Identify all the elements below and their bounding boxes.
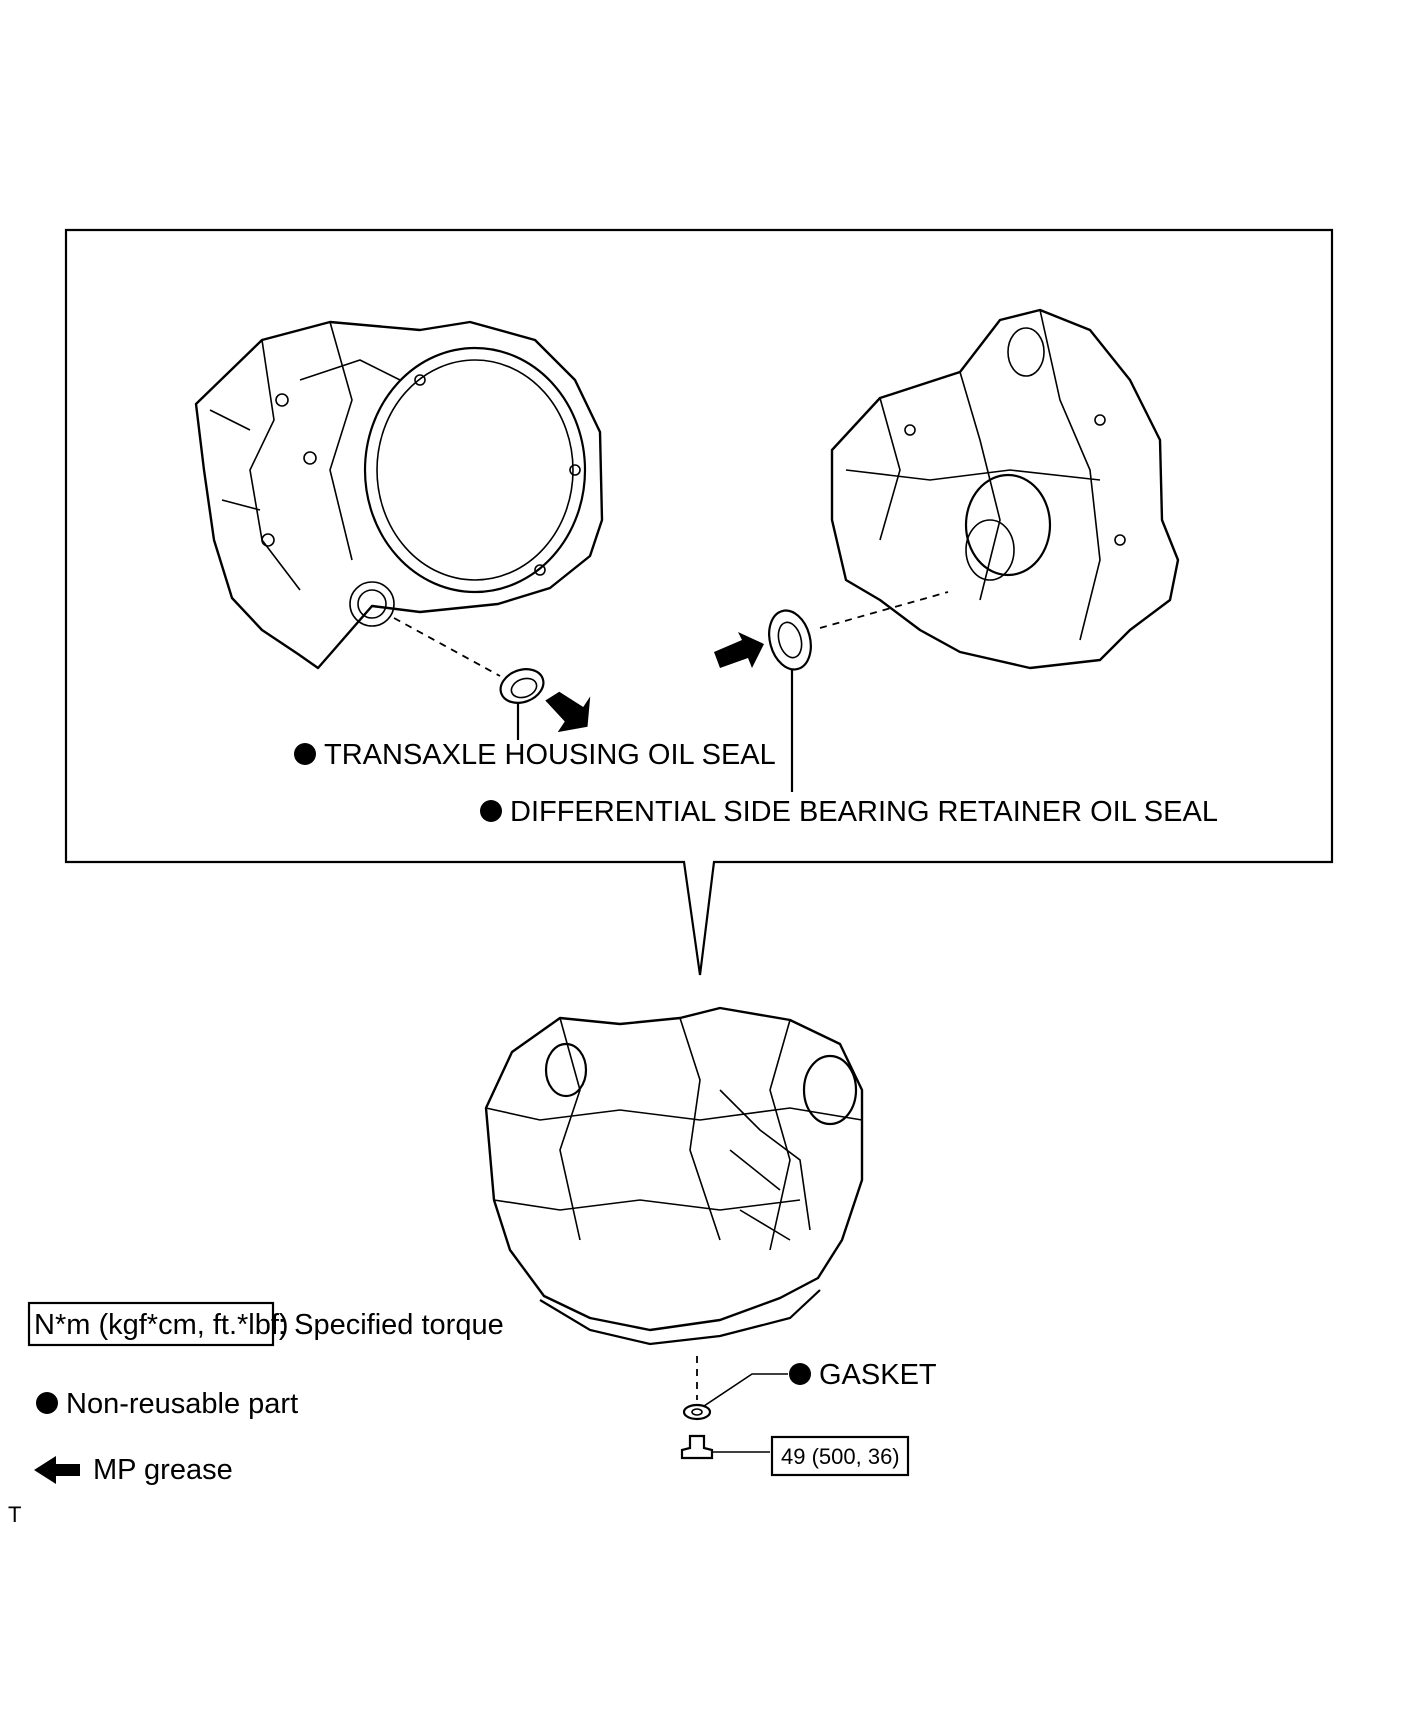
non-reusable-icon [789, 1363, 811, 1385]
differential-oil-seal-label: DIFFERENTIAL SIDE BEARING RETAINER OIL SEAL [510, 796, 1218, 828]
grease-arrow-icon [714, 632, 764, 668]
non-reusable-icon [294, 743, 316, 765]
legend-torque-units: N*m (kgf*cm, ft.*lbf) [34, 1309, 289, 1341]
legend [29, 1303, 504, 1486]
legend-torque-desc: : Specified torque [278, 1309, 504, 1341]
filled-circle-icon [36, 1392, 58, 1414]
left-arrow-icon [34, 1456, 80, 1484]
transaxle-housing-illustration [196, 322, 602, 668]
non-reusable-icon [480, 800, 502, 822]
transaxle-housing-oil-seal [394, 618, 548, 740]
gasket-label: GASKET [819, 1359, 937, 1391]
grease-arrow-icon [544, 683, 599, 737]
legend-non-reusable: Non-reusable part [66, 1388, 299, 1420]
transaxle-case-illustration [832, 310, 1178, 668]
legend-mp-grease: MP grease [93, 1454, 233, 1486]
transaxle-housing-oil-seal-label: TRANSAXLE HOUSING OIL SEAL [324, 739, 776, 771]
corner-mark: T [8, 1502, 22, 1527]
transaxle-assembly-illustration [486, 1008, 862, 1344]
drain-plug-torque-value: 49 (500, 36) [781, 1444, 900, 1469]
